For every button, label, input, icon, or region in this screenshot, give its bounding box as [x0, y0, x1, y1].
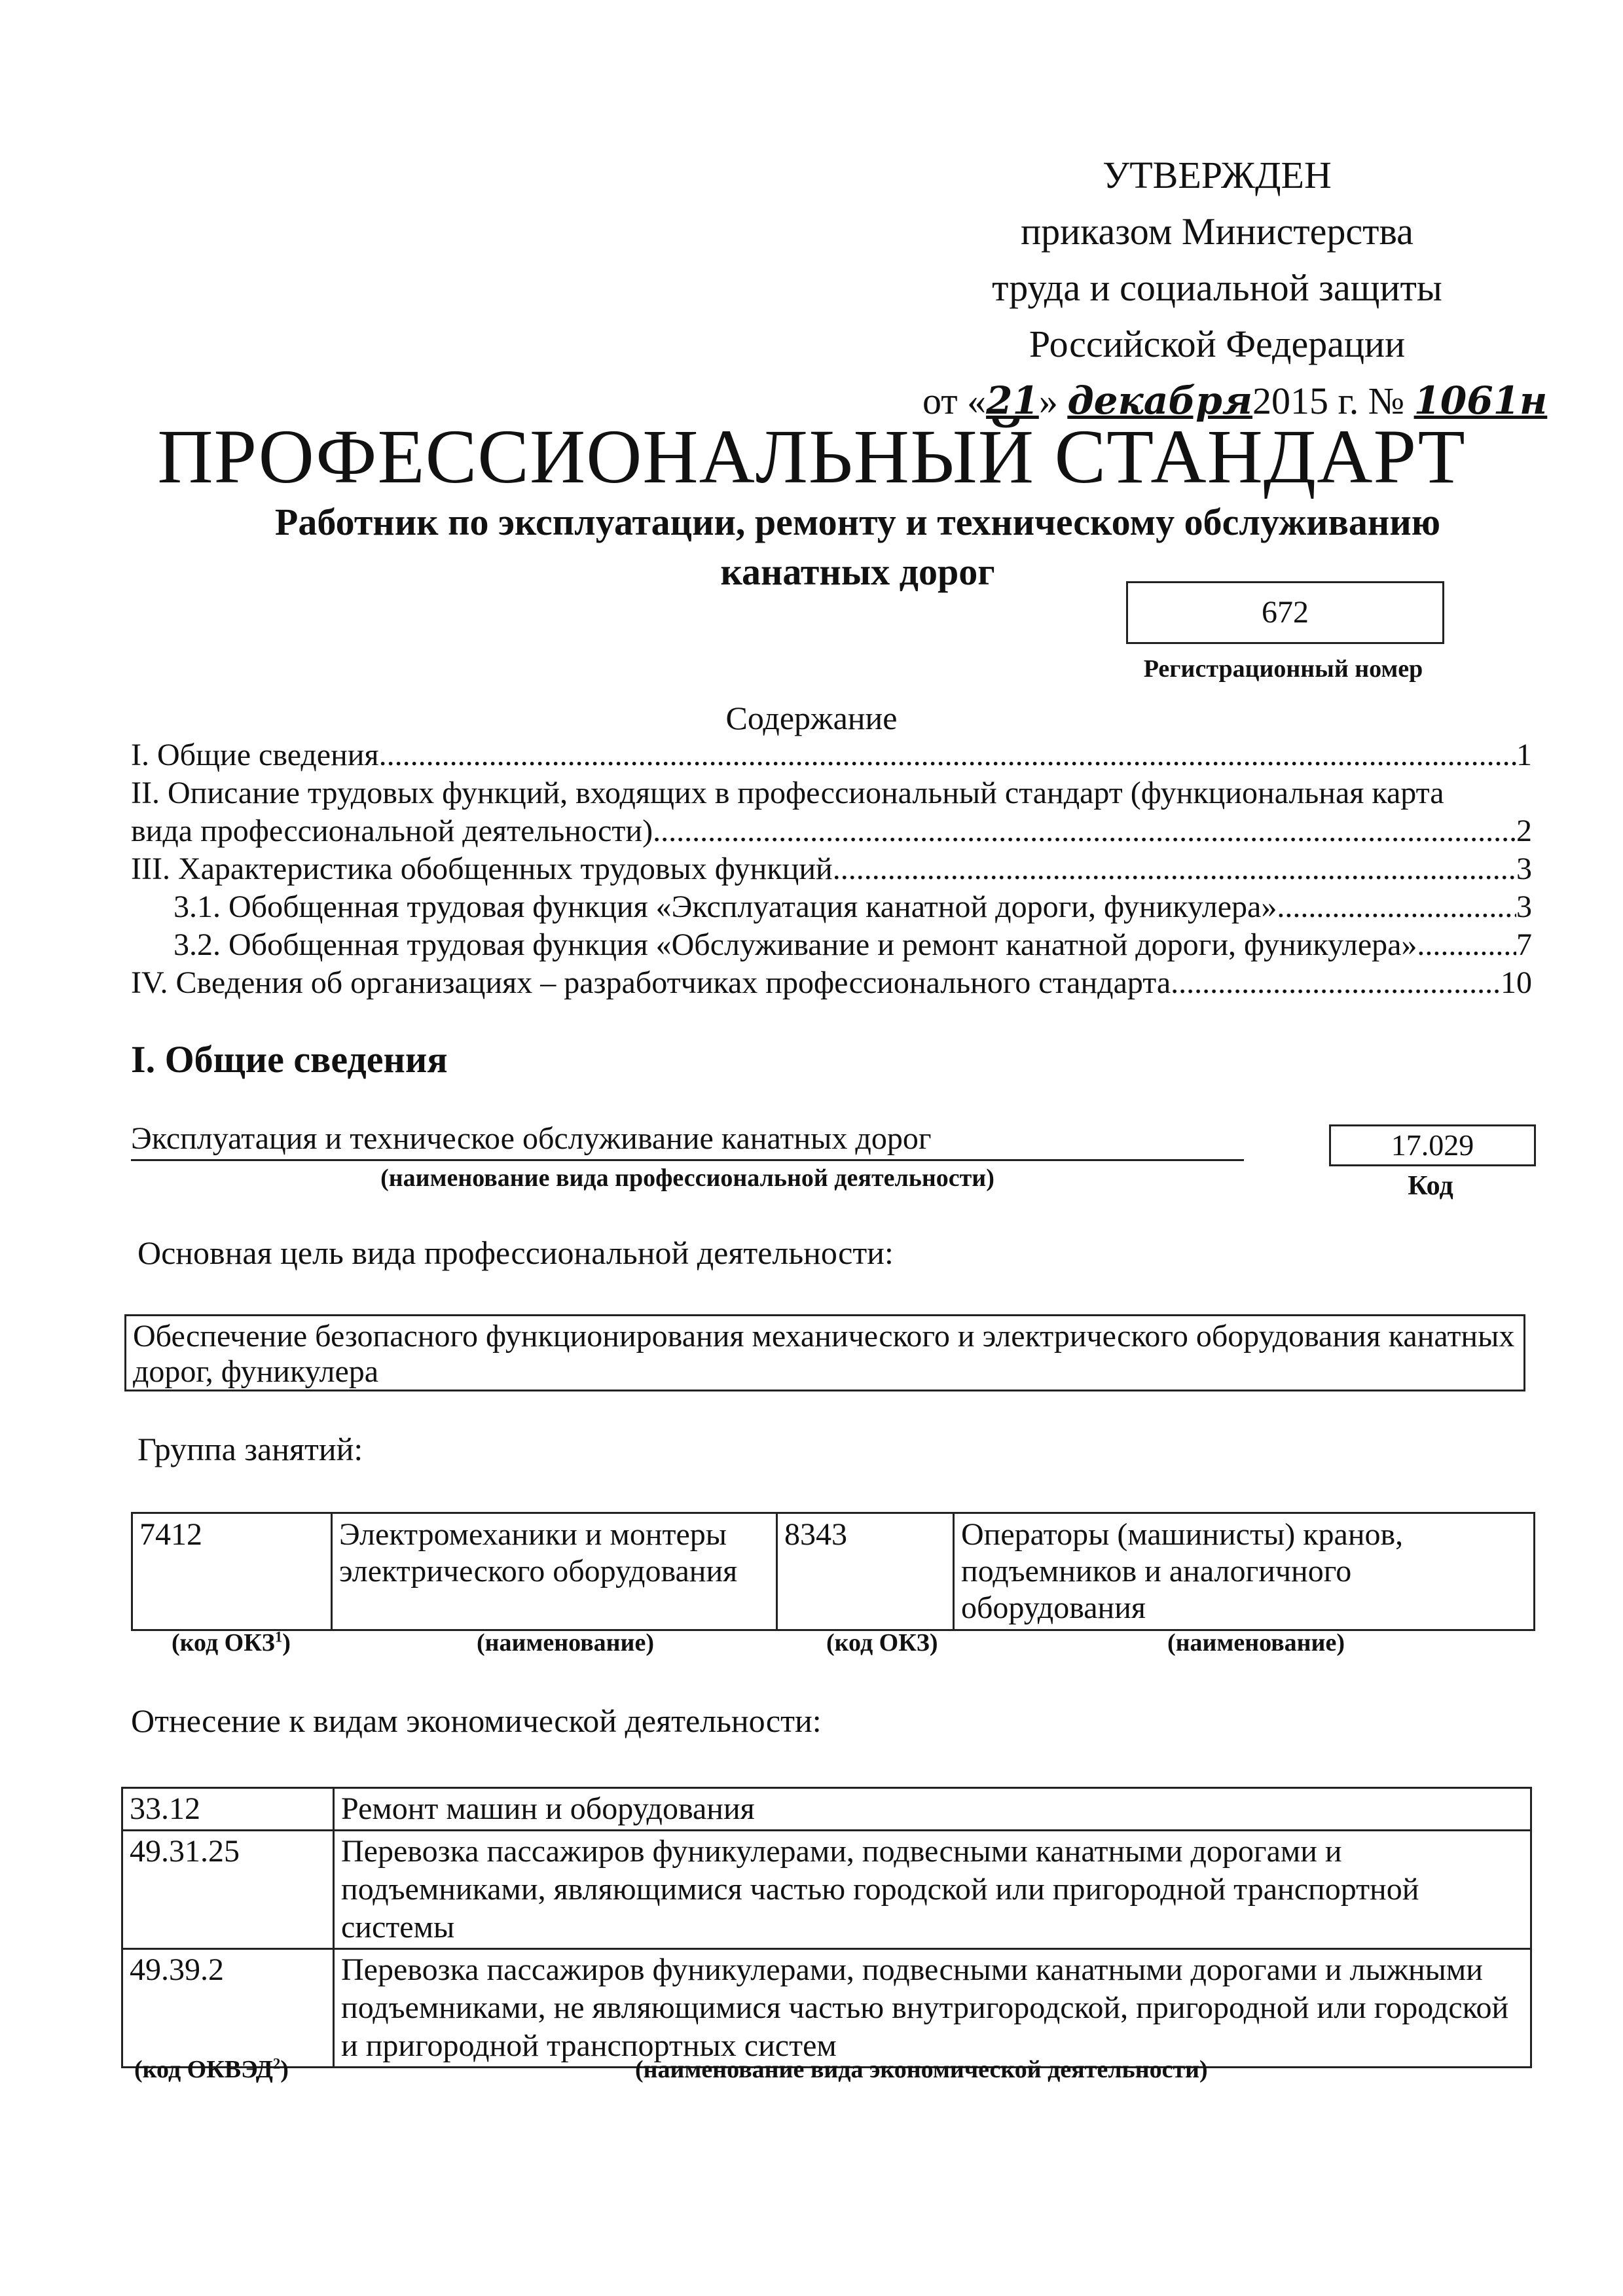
approval-line2: приказом Министерства [1021, 210, 1413, 253]
toc-entry-text: 3.2. Обобщенная трудовая функция «Обслуживание и ремонт канатной дороги, фуникулера» [173, 927, 1417, 962]
occupation-table [131, 1512, 1535, 1631]
toc-entry[interactable] [131, 736, 1532, 774]
table-row [122, 1831, 1531, 1949]
toc-leader [379, 736, 1516, 774]
section-heading: I. Общие сведения [131, 1038, 448, 1081]
toc-entry-page: 3 [1516, 889, 1532, 924]
table-row [122, 1788, 1531, 1831]
okved-code-cell: 49.31.25 [122, 1831, 334, 1949]
footnote-ref-2[interactable]: 2 [272, 2055, 281, 2072]
table-of-contents [131, 736, 1532, 1002]
occupation-code-cell: 7412 [132, 1513, 332, 1630]
toc-entry-page: 7 [1516, 927, 1532, 962]
toc-entry-text: I. Общие сведения [131, 738, 379, 772]
econ-caption-code-close: ) [280, 2056, 289, 2083]
toc-heading: Содержание [725, 700, 898, 736]
table-row [122, 1949, 1531, 2068]
activity-name: Эксплуатация и техническое обслуживание канатных дорог [131, 1121, 1244, 1161]
occupation-group-label: Группа занятий: [137, 1431, 363, 1467]
date-month: декабря [1067, 378, 1252, 423]
activity-code-label: Код [1408, 1171, 1453, 1201]
toc-entry[interactable] [131, 964, 1532, 1002]
econ-caption-name: (наименование вида экономической деятельности) [635, 2056, 1208, 2083]
approval-line1: УТВЕРЖДЕН [1103, 154, 1332, 196]
econ-caption-code [134, 2055, 289, 2084]
occ-caption-code2: (код ОКЗ) [826, 1629, 938, 1657]
occ-caption-code1-close: ) [282, 1629, 291, 1657]
economic-activity-label: Отнесение к видам экономической деятельности: [131, 1702, 822, 1739]
date-day: 21 [986, 378, 1039, 423]
occupation-name-cell: Операторы (машинисты) кранов, подъемников и аналогичного оборудования [954, 1513, 1535, 1630]
toc-entry[interactable] [131, 926, 1532, 964]
occ-caption-name1: (наименование) [477, 1629, 654, 1657]
okved-name-cell: Перевозка пассажиров фуникулерами, подвесными канатными дорогами и лыжными подъемниками, не являющимися частью внутригородской, пригородной или городской и пригородной транспортных систем [334, 1949, 1531, 2068]
toc-leader [833, 850, 1516, 888]
toc-entry-text: 3.1. Обобщенная трудовая функция «Эксплуатация канатной дороги, фуникулера» [173, 889, 1277, 924]
okved-name-cell: Перевозка пассажиров фуникулерами, подвесными канатными дорогами и подъемниками, являющимися частью городской или пригородной транспортной системы [334, 1831, 1531, 1949]
toc-entry-page: 10 [1501, 965, 1532, 1000]
registration-number-box: 672 [1126, 581, 1444, 644]
approval-line3: труда и социальной защиты [992, 266, 1442, 309]
okved-name-cell: Ремонт машин и оборудования [334, 1788, 1531, 1831]
occ-caption-code1 [172, 1628, 291, 1657]
occupation-name-cell: Электромеханики и монтеры электрического оборудования [332, 1513, 777, 1630]
toc-leader [653, 812, 1516, 850]
goal-label: Основная цель вида профессиональной деятельности: [137, 1234, 894, 1271]
toc-entry-text-line1[interactable]: II. Описание трудовых функций, входящих в профессиональный стандарт (функциональная карта [131, 776, 1444, 810]
document-title: ПРОФЕССИОНАЛЬНЫЙ СТАНДАРТ [157, 414, 1466, 499]
goal-box: Обеспечение безопасного функционирования механического и электрического оборудования канатных дорог, фуникулера [124, 1314, 1525, 1391]
economic-activity-table [121, 1787, 1532, 2068]
toc-entry-page: 2 [1516, 814, 1532, 848]
toc-leader [1417, 926, 1516, 964]
activity-code-box: 17.029 [1329, 1124, 1536, 1166]
toc-entry-page: 1 [1516, 738, 1532, 772]
toc-entry-text: IV. Сведения об организациях – разработчиках профессионального стандарта [131, 965, 1171, 1000]
toc-leader [1277, 888, 1516, 926]
toc-entry[interactable] [131, 888, 1532, 926]
occupation-code-cell: 8343 [777, 1513, 954, 1630]
toc-entry[interactable] [131, 850, 1532, 888]
approval-line4: Российской Федерации [1029, 323, 1406, 365]
toc-entry-page: 3 [1516, 852, 1532, 886]
toc-leader [1171, 964, 1501, 1002]
okved-code-cell: 33.12 [122, 1788, 334, 1831]
toc-entry-text: III. Характеристика обобщенных трудовых функций [131, 852, 833, 886]
occ-caption-code1-text: (код ОКЗ [172, 1629, 275, 1657]
footnote-ref-1[interactable]: 1 [274, 1628, 283, 1645]
toc-entry-text: вида профессиональной деятельности) [131, 814, 653, 848]
occ-caption-name2: (наименование) [1167, 1629, 1345, 1657]
document-subtitle: Работник по эксплуатации, ремонту и техническому обслуживанию канатных дорог [274, 501, 1441, 593]
date-year: 2015 г. № [1252, 380, 1405, 422]
table-row [132, 1513, 1535, 1630]
date-mid: » [1038, 380, 1068, 422]
order-number: 1061н [1413, 378, 1548, 423]
toc-entry[interactable] [131, 812, 1532, 850]
activity-caption: (наименование вида профессиональной деятельности) [380, 1164, 994, 1192]
registration-number-label: Регистрационный номер [1143, 655, 1423, 683]
approval-block [922, 147, 1548, 429]
okved-code-cell: 49.39.2 [122, 1949, 334, 2068]
econ-caption-code-text: (код ОКВЭД [134, 2056, 273, 2083]
date-prefix: от « [922, 380, 987, 422]
